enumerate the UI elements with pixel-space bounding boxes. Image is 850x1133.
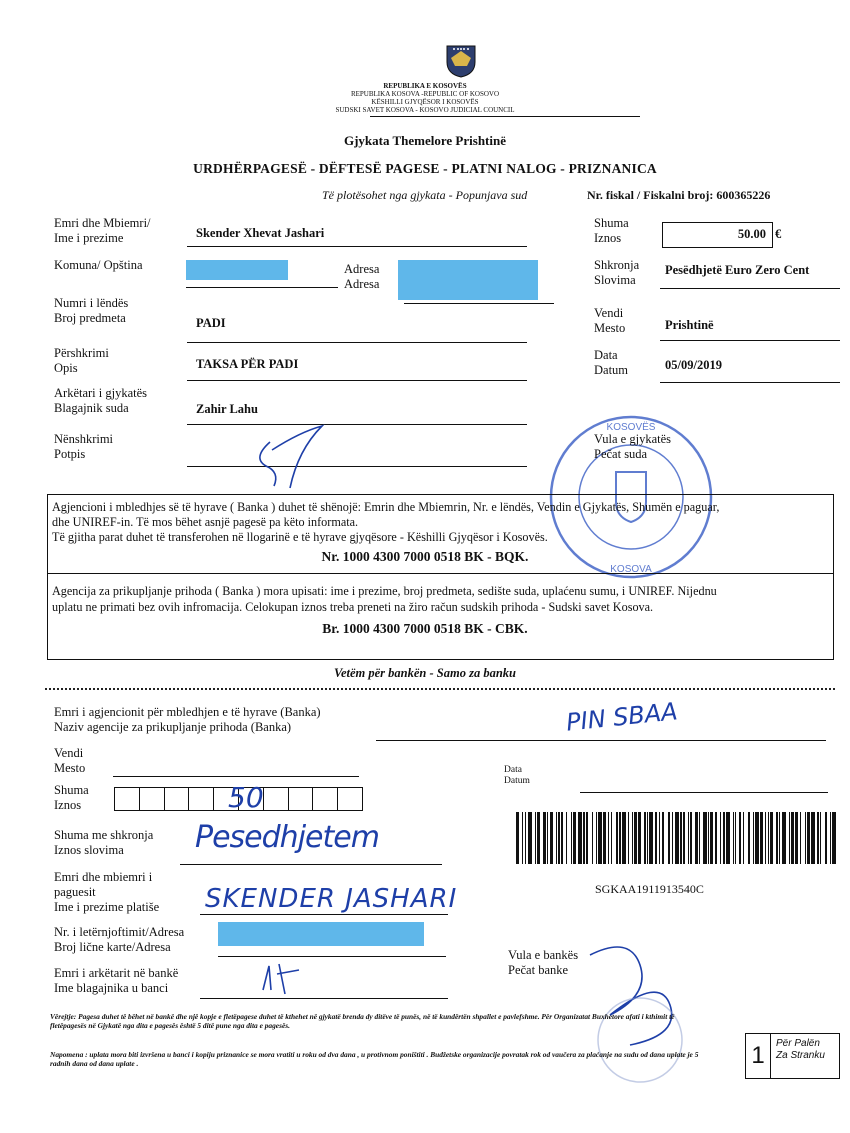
albanian-account-number: Nr. 1000 4300 7000 0518 BK - BQK. [321, 549, 529, 564]
barcode-bar [807, 812, 810, 864]
barcode-bar [659, 812, 660, 864]
barcode-bar [603, 812, 606, 864]
bank-section-title: Vetëm për bankën - Samo za banku [334, 666, 516, 680]
barcode-bar [672, 812, 673, 864]
barcode-bar [765, 812, 766, 864]
barcode-bar [571, 812, 572, 864]
municipality-label: Komuna/ Opština [54, 258, 143, 272]
barcode-bar [680, 812, 681, 864]
payer-handwriting: SKENDER JASHARI [205, 884, 458, 914]
barcode-bar [634, 812, 637, 864]
barcode-bar [608, 812, 609, 864]
barcode-bar [628, 812, 629, 864]
barcode-bar [566, 812, 567, 864]
barcode-bar [611, 812, 612, 864]
bank-date-underline [580, 792, 828, 793]
payer-underline [200, 914, 448, 915]
barcode-bar [655, 812, 656, 864]
id-underline [218, 956, 446, 957]
svg-text:KOSOVA: KOSOVA [610, 564, 652, 575]
clerk-underline [200, 998, 448, 999]
barcode-bar [811, 812, 815, 864]
currency-symbol: € [775, 227, 782, 241]
instructions-divider [47, 573, 834, 574]
place-value: Prishtinë [665, 318, 714, 332]
bank-stamp-label: Vula e bankës Pečat banke [508, 948, 579, 977]
republic-line-2: REPUBLIKA KOSOVA -REPUBLIC OF KOSOVO [350, 90, 500, 98]
bank-place-label: Vendi Mesto [54, 746, 86, 775]
payer-label: Emri dhe mbiemri i paguesit Ime i prezime platiše [54, 870, 160, 914]
barcode-bar [525, 812, 526, 864]
barcode-bar [760, 812, 763, 864]
agency-label: Emri i agjencionit për mbledhjen e të hyrave (Banka) Naziv agencije za prikupljanje prihoda (Banka) [54, 705, 321, 734]
place-underline [660, 340, 840, 341]
bank-amount-label: Shuma Iznos [54, 783, 89, 812]
signature-underline [187, 466, 527, 467]
agency-handwriting: PIN SBAA [564, 697, 679, 737]
header-divider [370, 116, 640, 117]
description-underline [187, 380, 527, 381]
copy-label: Për Palën Za Stranku [776, 1038, 825, 1061]
barcode-bar [830, 812, 831, 864]
barcode-bar [578, 812, 582, 864]
copy-number: 1 [746, 1034, 771, 1078]
clerk-initials [255, 960, 315, 1000]
place-label: Vendi Mesto [594, 306, 626, 335]
date-underline [660, 382, 840, 383]
barcode-bar [720, 812, 721, 864]
barcode-bar [619, 812, 620, 864]
date-value: 05/09/2019 [665, 358, 722, 372]
barcode-bar [598, 812, 602, 864]
barcode-bar [668, 812, 671, 864]
id-redaction [218, 922, 424, 946]
barcode-bar [537, 812, 540, 864]
court-signature [240, 420, 350, 490]
barcode-bar [805, 812, 806, 864]
barcode-bar [791, 812, 794, 864]
bank-place-underline [113, 776, 359, 777]
barcode-bar [616, 812, 619, 864]
barcode-bar [647, 812, 648, 864]
barcode-bar [795, 812, 798, 864]
barcode-bar [708, 812, 709, 864]
barcode-bar [699, 812, 700, 864]
municipality-underline [186, 287, 338, 288]
barcode-bar [535, 812, 536, 864]
barcode-bar [820, 812, 821, 864]
barcode-bar [776, 812, 777, 864]
barcode-bar [649, 812, 653, 864]
address-redaction [398, 260, 538, 300]
barcode-bar [547, 812, 548, 864]
barcode-bar [675, 812, 679, 864]
case-value: PADI [196, 316, 226, 330]
copy-indicator-box [745, 1033, 840, 1079]
republic-line-1: REPUBLIKA E KOSOVËS [383, 82, 467, 90]
barcode-bar [522, 812, 523, 864]
barcode-bar [592, 812, 593, 864]
barcode-bar [622, 812, 626, 864]
barcode-bar [735, 812, 736, 864]
barcode-bar [733, 812, 734, 864]
barcode-bar [695, 812, 698, 864]
barcode-bar [516, 812, 519, 864]
amount-box [662, 222, 773, 248]
barcode-bar [683, 812, 686, 864]
date-label: Data Datum [594, 348, 629, 377]
cashier-label: Arkëtari i gjykatës Blagajnik suda [54, 386, 148, 415]
amount-words-handwriting: Pesedhjetem [195, 820, 379, 855]
barcode-bar [768, 812, 769, 864]
case-underline [187, 342, 527, 343]
description-value: TAKSA PËR PADI [196, 357, 299, 371]
address-label: Adresa Adresa [344, 262, 380, 291]
cashier-value: Zahir Lahu [196, 402, 258, 416]
barcode-bar [573, 812, 576, 864]
barcode-bar [688, 812, 689, 864]
barcode-bar [753, 812, 754, 864]
amount-value: 50.00 [737, 227, 766, 241]
barcode-text: SGKAA1911913540C [595, 882, 704, 896]
barcode-bar [550, 812, 554, 864]
in-words-value: Pesëdhjetë Euro Zero Cent [665, 263, 810, 277]
barcode-bar [638, 812, 641, 864]
council-line-2: SUDSKI SAVET KOSOVA - KOSOVO JUDICIAL COUNCIL [335, 106, 515, 114]
instructions-albanian: Agjencioni i mbledhjes së të hyrave ( Banka ) duhet të shënojë: Emrin dhe Mbiemrin, Nr. e lëndës, Vendin e Gjykatës, Shumën e paguar, dhe UNIREF-in. Të mos bëhet asnjë pagesë pa këto informata. Të gjitha parat duhet të transferohen në llogarinë e të hyrave gjyqësore - Këshilli Gjyqësor i Kosovës. [52, 500, 720, 544]
cashier-underline [187, 424, 527, 425]
case-label: Numri i lëndës Broj predmeta [54, 296, 129, 325]
court-stamp-label: Vula e gjykatës Pečat suda [594, 432, 672, 461]
name-value: Skender Xhevat Jashari [196, 226, 325, 240]
barcode-bar [662, 812, 665, 864]
barcode-bar [825, 812, 828, 864]
barcode-bar [726, 812, 730, 864]
clerk-label: Emri i arkëtarit në bankë Ime blagajnika u banci [54, 966, 179, 995]
barcode-bar [586, 812, 589, 864]
address-underline [404, 303, 554, 304]
barcode-bar [690, 812, 691, 864]
barcode-bar [561, 812, 564, 864]
barcode-bar [644, 812, 645, 864]
kosovo-emblem [445, 42, 477, 78]
bank-amount-handwriting: 50 [228, 781, 264, 814]
barcode-bar [596, 812, 597, 864]
barcode-bar [779, 812, 780, 864]
amount-words-underline [180, 864, 442, 865]
barcode-bar [782, 812, 786, 864]
footer-albanian-note: Vërejtje: Pagesa duhet të bëhet në bankë dhe një kopje e fletëpagese duhet të kthehet në gjykatë brenda dy ditëve të punës, në të kundërtën shpallet e pavlefshme. Për Organizatat Buxhetore afati i kthimit të fletëpagesës në Gjykatë nga dita e pagesës është 5 ditë pune nga dita e pagesës. [50, 1012, 675, 1030]
barcode-bar [710, 812, 713, 864]
court-name: Gjykata Themelore Prishtinë [343, 133, 506, 148]
barcode-bar [583, 812, 584, 864]
barcode-bar [748, 812, 751, 864]
name-label: Emri dhe Mbiemri/ Ime i prezime [54, 216, 151, 245]
in-words-label: Shkronja Slovima [594, 258, 640, 287]
barcode-bar [817, 812, 818, 864]
barcode-bar [703, 812, 707, 864]
name-underline [187, 246, 527, 247]
amount-words-label: Shuma me shkronja Iznos slovima [54, 828, 154, 857]
fiscal-number: Nr. fiskal / Fiskalni broj: 600365226 [587, 188, 771, 202]
barcode-bar [832, 812, 836, 864]
barcode-bar [739, 812, 742, 864]
barcode-bar [770, 812, 773, 864]
barcode-bar [789, 812, 790, 864]
municipality-redaction [186, 260, 288, 280]
footer-serbian-note: Napomena : uplata mora biti izvršena u banci i kopiju priznanice se mora vratiti u roku od dva dana , u protivnom poništiti . Budžetske organizacije povratak rok od vaučera za plaćanje na sudu od dana uplate je 5 radnih dana od dana uplate . [50, 1050, 699, 1068]
barcode-bar [558, 812, 559, 864]
agency-underline [376, 740, 826, 741]
barcode-bar [723, 812, 726, 864]
barcode-bar [632, 812, 633, 864]
bank-section-divider [45, 688, 835, 690]
barcode-bar [543, 812, 546, 864]
fill-note: Të plotësohet nga gjykata - Popunjava sud [322, 188, 528, 202]
description-label: Përshkrimi Opis [54, 346, 109, 375]
amount-label: Shuma Iznos [594, 216, 629, 245]
svg-text:KOSOVËS: KOSOVËS [606, 422, 656, 433]
instructions-serbian: Agencija za prikupljanje prihoda ( Banka ) mora upisati: ime i prezime, broj predmeta, sedište suda, uplaćenu sumu, i UNIREF. Nijednu uplatu ne primati bez ovih infromacija. Celokupan iznos treba preneti na žiro račun sudskih prihoda - Sudski savet Kosova. [52, 584, 717, 614]
in-words-underline [660, 288, 840, 289]
barcode-bar [715, 812, 716, 864]
barcode-bar [556, 812, 557, 864]
barcode-icon [516, 812, 836, 864]
form-title: URDHËRPAGESË - DËFTESË PAGESE - PLATNI NALOG - PRIZNANICA [193, 161, 657, 176]
serbian-account-number: Br. 1000 4300 7000 0518 BK - CBK. [322, 621, 528, 636]
barcode-bar [755, 812, 759, 864]
barcode-bar [800, 812, 801, 864]
council-line-1: KËSHILLI GJYQËSOR I KOSOVËS [371, 98, 479, 106]
barcode-bar [528, 812, 532, 864]
signature-label: Nënshkrimi Potpis [54, 432, 114, 461]
barcode-bar [743, 812, 744, 864]
id-label: Nr. i letërnjoftimit/Adresa Broj lične karte/Adresa [54, 925, 185, 954]
bank-date-label: Data Datum [504, 765, 530, 786]
